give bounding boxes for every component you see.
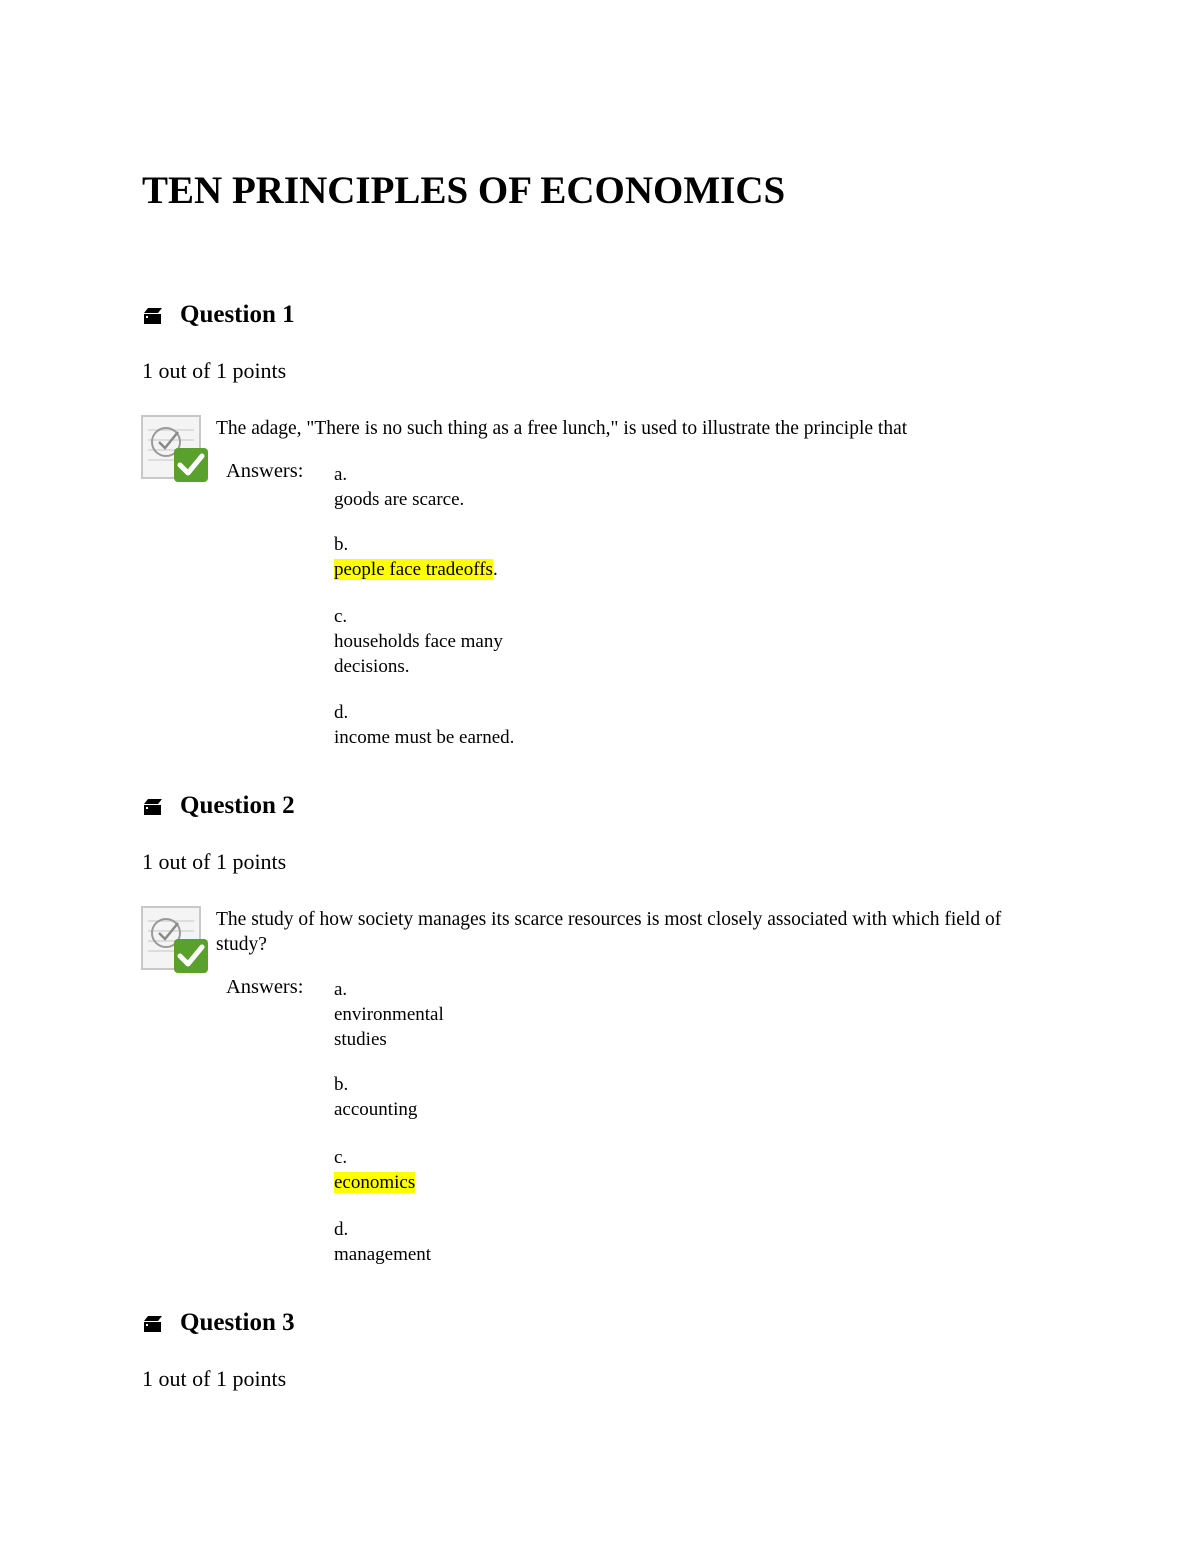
option-text: goods are scarce. (334, 489, 465, 510)
option-letter: a. (334, 979, 348, 1000)
question-1-title: Question 1 (180, 301, 295, 328)
answers-label: Answers: (226, 460, 304, 482)
question-1-text: The adage, "There is no such thing as a free lunch," is used to illustrate the principle that (216, 418, 908, 439)
option-letter: b. (334, 534, 349, 555)
option-text: environmental (334, 1004, 444, 1025)
option-text-correct (334, 557, 498, 582)
answer-option (334, 977, 444, 1052)
answer-option (334, 1217, 431, 1267)
option-suffix: . (492, 559, 498, 580)
question-2-points: 1 out of 1 points (142, 849, 287, 874)
clipboard-icon (142, 795, 164, 817)
answers-label: Answers: (226, 976, 304, 998)
option-letter: d. (334, 702, 349, 723)
option-text: accounting (334, 1099, 418, 1120)
option-text: decisions. (334, 656, 410, 677)
question-1-heading (142, 301, 295, 329)
question-2-title: Question 2 (180, 792, 295, 819)
option-text: households face many (334, 631, 503, 652)
option-text: studies (334, 1029, 387, 1050)
highlighted-answer: economics (334, 1172, 416, 1193)
answer-option (334, 532, 498, 582)
clipboard-icon (142, 304, 164, 326)
option-letter: c. (334, 1147, 348, 1168)
option-text: management (334, 1244, 432, 1265)
clipboard-icon (142, 1312, 164, 1334)
option-letter: d. (334, 1219, 349, 1240)
question-2-heading (142, 792, 295, 820)
question-3-heading (142, 1309, 295, 1337)
option-letter: a. (334, 464, 348, 485)
question-1-points: 1 out of 1 points (142, 358, 287, 383)
document-title: TEN PRINCIPLES OF ECONOMICS (142, 169, 786, 212)
highlighted-answer: people face tradeoffs (334, 559, 493, 580)
answer-option (334, 462, 464, 512)
option-letter: b. (334, 1074, 349, 1095)
correct-checkmark-icon (140, 905, 210, 975)
answer-option (334, 1072, 417, 1122)
option-letter: c. (334, 606, 348, 627)
answer-option (334, 604, 503, 679)
option-text: income must be earned. (334, 727, 515, 748)
question-2-text: The study of how society manages its scarce resources is most closely associated with which field of study? (216, 909, 1002, 955)
option-text-correct (334, 1170, 415, 1195)
correct-checkmark-icon (140, 414, 210, 484)
answer-option (334, 700, 514, 750)
question-3-title: Question 3 (180, 1309, 295, 1336)
answer-option (334, 1145, 415, 1195)
question-3-points: 1 out of 1 points (142, 1366, 287, 1391)
